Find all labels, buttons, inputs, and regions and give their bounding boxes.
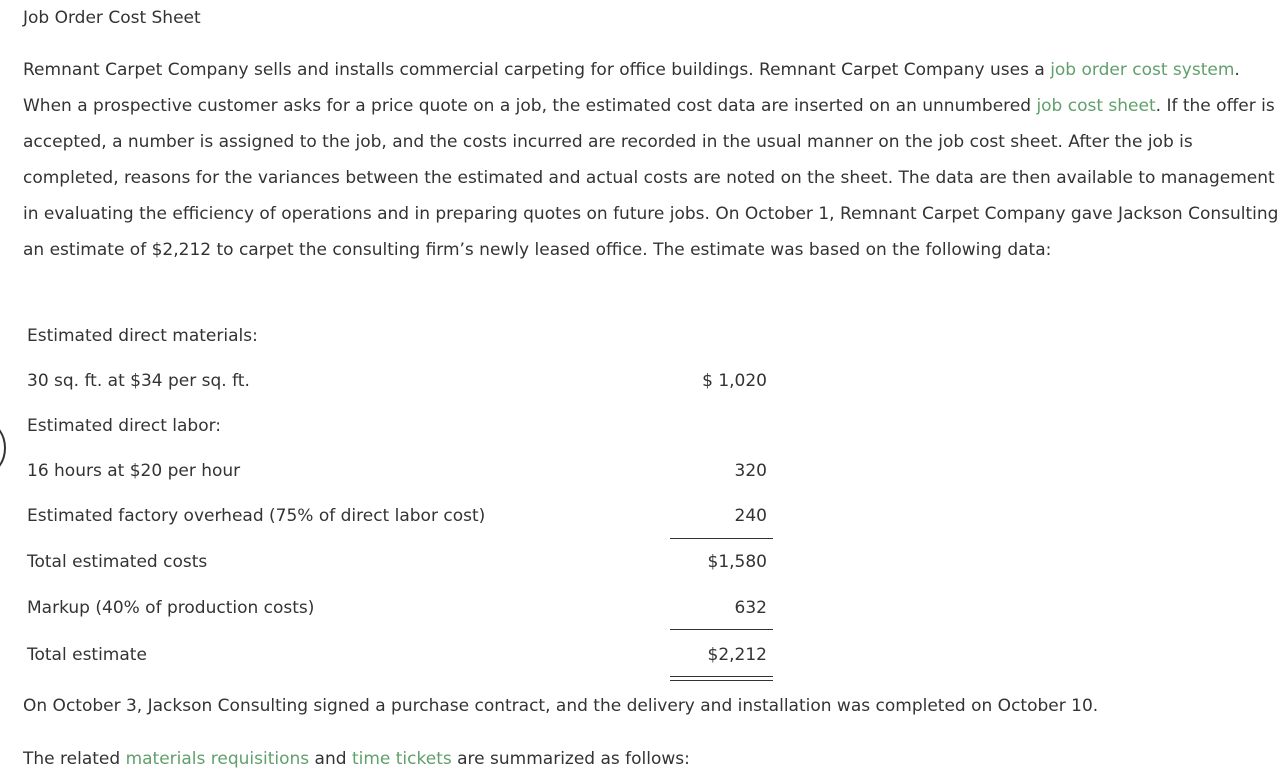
- estimate-row-materials-heading: [27, 324, 772, 348]
- related-paragraph: [23, 747, 690, 771]
- job-order-cost-system-link[interactable]: job order cost system: [1050, 60, 1235, 80]
- row-amount: $ 1,020: [702, 371, 767, 391]
- row-label: Markup (40% of production costs): [27, 598, 315, 618]
- estimate-row-labor-heading: [27, 414, 772, 438]
- total-double-rule: [670, 676, 773, 681]
- row-label: Total estimate: [27, 645, 147, 665]
- job-cost-sheet-link[interactable]: job cost sheet: [1036, 96, 1156, 116]
- row-amount: $1,580: [707, 552, 767, 572]
- estimate-row-labor: [27, 459, 772, 483]
- row-label: Estimated direct labor:: [27, 416, 222, 436]
- row-amount: $2,212: [707, 645, 767, 665]
- related-text-3: are summarized as follows:: [451, 749, 690, 769]
- intro-text-1: Remnant Carpet Company sells and installs commercial carpeting for office buildings. Remnant Carpet Company uses a: [23, 60, 1051, 80]
- intro-text-2: . When a prospective customer asks for a price quote on a job, the estimated cost data are inserted on an unnumbered: [23, 60, 1240, 116]
- row-label: 30 sq. ft. at $34 per sq. ft.: [27, 371, 250, 391]
- materials-requisitions-link[interactable]: materials requisitions: [125, 749, 310, 769]
- estimate-row-overhead: [27, 504, 772, 528]
- row-label: Estimated factory overhead (75% of direct labor cost): [27, 506, 486, 526]
- row-amount: 320: [734, 461, 767, 481]
- partial-circle-icon: [0, 423, 6, 473]
- intro-paragraph: [23, 52, 1281, 268]
- row-label: Estimated direct materials:: [27, 326, 258, 346]
- subtotal-rule: [670, 538, 773, 539]
- row-amount: 240: [734, 506, 767, 526]
- time-tickets-link[interactable]: time tickets: [351, 749, 452, 769]
- estimate-row-materials: [27, 369, 772, 393]
- estimate-row-total-estimate: [27, 643, 772, 667]
- row-label: Total estimated costs: [27, 552, 208, 572]
- estimate-row-markup: [27, 596, 772, 620]
- row-amount: 632: [734, 598, 767, 618]
- intro-text-3: . If the offer is accepted, a number is assigned to the job, and the costs incurred are recorded in the usual manner on the job cost sheet. After the job is completed, reasons for the variances between the estimated and actual costs are noted on the sheet. The data are then available to management in evaluating the efficiency of operations and in preparing quotes on future jobs. On October 1, Remnant Carpet Company gave Jackson Consulting an estimate of $2,212 to carpet the consulting firm’s newly leased office. The estimate was based on the following data:: [23, 96, 1279, 260]
- subtotal-rule: [670, 629, 773, 630]
- page-title: Job Order Cost Sheet: [23, 8, 201, 28]
- contract-paragraph: On October 3, Jackson Consulting signed a purchase contract, and the delivery and installation was completed on October 10.: [23, 696, 1099, 716]
- related-text-1: The related: [23, 749, 126, 769]
- estimate-row-total-costs: [27, 550, 772, 574]
- related-text-2: and: [309, 749, 352, 769]
- row-label: 16 hours at $20 per hour: [27, 461, 241, 481]
